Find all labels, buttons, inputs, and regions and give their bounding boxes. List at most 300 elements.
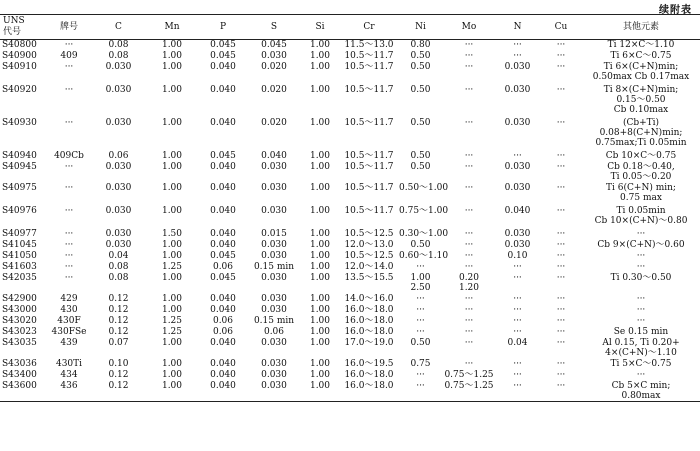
cell-uns: S40920: [2, 84, 37, 95]
cell-si: 1.00: [309, 182, 331, 193]
table-row: [0, 316, 700, 327]
cell-ni: ···: [416, 304, 425, 315]
cell-cu: ···: [556, 304, 566, 315]
cell-p: 0.040: [210, 182, 236, 193]
cell-si: 1.00: [309, 239, 331, 250]
cell-cu: ···: [556, 84, 566, 95]
cell-c: 0.030: [105, 84, 132, 95]
header-row: [0, 15, 700, 40]
cell-uns: S43036: [2, 358, 37, 369]
table-row: [0, 359, 700, 370]
cell-n: 0.10: [507, 250, 528, 261]
cell-si: 1.00: [309, 50, 331, 61]
cell-mn: 1.00: [146, 381, 198, 402]
cell-cr: 16.0～19.5: [344, 358, 394, 369]
cell-p: 0.045: [210, 250, 236, 261]
cell-ni: 0.50: [410, 239, 431, 250]
cell-uns: S40976: [2, 205, 37, 216]
cell-ni: ···: [416, 326, 425, 337]
cell-uns: S40975: [2, 182, 37, 193]
cell-mo: ···: [464, 150, 474, 161]
cell-mn: 1.00: [161, 50, 183, 61]
cell-n: 0.030: [504, 182, 531, 193]
cell-cu: ···: [556, 161, 566, 172]
cell-grade: ···: [64, 272, 74, 283]
cell-s: 0.040: [261, 150, 287, 161]
cell-n: 0.030: [504, 117, 531, 128]
cell-grade: ···: [64, 205, 74, 216]
cell-c: 0.08: [108, 272, 129, 283]
cell-c: 0.12: [108, 304, 129, 315]
cell-si: 1.00: [309, 117, 331, 128]
cell-s: 0.030: [248, 381, 300, 402]
cell-ni: ···: [416, 315, 425, 326]
table-row: [0, 338, 700, 359]
cell-si: 1.00: [309, 315, 331, 326]
cell-n: ···: [513, 261, 522, 272]
table-row: [0, 40, 700, 51]
cell-si: 1.00: [309, 250, 331, 261]
cell-cr: 10.5～12.5: [344, 228, 394, 239]
cell-uns: S41050: [2, 250, 37, 261]
cell-c: 0.12: [108, 369, 129, 380]
cell-mn: 1.00: [161, 84, 183, 95]
cell-grade: 430F: [57, 315, 81, 326]
cell-cr: 10.5～11.7: [344, 84, 394, 95]
cell-s: 0.030: [261, 239, 287, 250]
cell-si: 1.00: [309, 358, 331, 369]
cell-s: 0.15 min: [253, 261, 295, 272]
cell-mn: 1.00: [161, 337, 183, 348]
cell-s: 0.030: [261, 272, 287, 283]
cell-n: ···: [513, 358, 522, 369]
cell-mo: ···: [464, 50, 474, 61]
table-row: [0, 381, 700, 402]
cell-p: 0.045: [210, 272, 236, 283]
cell-si: 1.00: [309, 304, 331, 315]
header-other: 其他元素: [582, 15, 700, 40]
cell-si: 1.00: [309, 161, 331, 172]
cell-other: Se 0.15 min: [613, 326, 669, 337]
cell-cr: 12.0～13.0: [344, 239, 394, 250]
cell-s: 0.020: [261, 61, 287, 72]
cell-uns: S40945: [2, 161, 37, 172]
cell-ni: ···: [416, 293, 425, 304]
cell-n: 0.030: [504, 161, 531, 172]
cell-mn: 1.00: [161, 117, 183, 128]
cell-si: 1.00: [309, 228, 331, 239]
header-grade: 牌号: [47, 15, 91, 40]
cell-mo: ···: [464, 326, 474, 337]
cell-mo: ···: [464, 117, 474, 128]
cell-mo: ···: [464, 250, 474, 261]
header-mo: Mo: [443, 15, 495, 40]
cell-mn: 1.00: [161, 161, 183, 172]
table-row: [0, 327, 700, 338]
cell-other: ···: [636, 261, 646, 272]
cell-c: 0.030: [105, 61, 132, 72]
cell-s: 0.045: [261, 40, 287, 50]
cell-n: 0.04: [507, 337, 528, 348]
cell-c: 0.12: [108, 293, 129, 304]
cell-mn: 1.25: [161, 261, 183, 272]
cell-n: ···: [513, 369, 522, 380]
cell-p: 0.040: [210, 239, 236, 250]
cell-p: 0.040: [210, 61, 236, 72]
cell-mn: 1.00: [161, 272, 183, 283]
table-row: [0, 262, 700, 273]
cell-mo: ···: [464, 337, 474, 348]
cell-s: 0.015: [261, 228, 287, 239]
cell-si: 1.00: [309, 369, 331, 380]
cell-p: 0.045: [210, 50, 236, 61]
cell-n: ···: [513, 315, 522, 326]
cell-n: ···: [513, 40, 522, 50]
cell-si: 1.00: [309, 293, 331, 304]
cell-mo: ···: [464, 205, 474, 216]
cell-ni: 0.50: [410, 117, 431, 128]
cell-grade: 409Cb: [54, 150, 84, 161]
cell-ni: 0.50～1.00: [399, 182, 449, 193]
cell-uns: S43600: [0, 381, 47, 402]
cell-uns: S43020: [2, 315, 37, 326]
cell-s: 0.030: [261, 182, 287, 193]
cell-si: 1.00: [309, 337, 331, 348]
cell-other: Ti 6×C～0.75: [610, 50, 672, 61]
cell-c: 0.030: [105, 182, 132, 193]
cell-grade: ···: [64, 61, 74, 72]
cell-c: 0.12: [91, 381, 146, 402]
composition-table: [0, 14, 700, 402]
cell-uns: S40800: [2, 40, 37, 50]
cell-mo: ···: [464, 61, 474, 72]
cell-cu: ···: [556, 250, 566, 261]
cell-n: ···: [495, 381, 540, 402]
cell-grade: ···: [64, 182, 74, 193]
cell-s: 0.030: [261, 293, 287, 304]
cell-ni: 0.50: [410, 150, 431, 161]
cell-grade: 436: [47, 381, 91, 402]
cell-c: 0.030: [105, 117, 132, 128]
cell-grade: 430: [60, 304, 78, 315]
cell-cu: ···: [556, 239, 566, 250]
cell-cr: 17.0～19.0: [344, 337, 394, 348]
cell-p: 0.040: [210, 358, 236, 369]
cell-ni: 0.30～1.00: [399, 228, 449, 239]
cell-si: 1.00: [309, 84, 331, 95]
cell-c: 0.12: [108, 315, 129, 326]
table-row: [0, 183, 700, 206]
cell-cu: ···: [556, 205, 566, 216]
cell-other: Ti 5×C～0.75: [610, 358, 672, 369]
cell-mo: ···: [464, 161, 474, 172]
cell-mn: 1.00: [161, 358, 183, 369]
cell-mo: 0.75～1.25: [443, 381, 495, 402]
cell-si: 1.00: [309, 205, 331, 216]
header-uns: UNS 代号: [0, 15, 47, 40]
cell-other: Ti 8×(C+N)min; 0.15～0.50 Cb 0.10max: [603, 84, 679, 115]
cell-uns: S40900: [2, 50, 37, 61]
cell-c: 0.08: [108, 40, 129, 50]
cell-p: 0.040: [210, 228, 236, 239]
cell-other: (Cb+Ti) 0.08+8(C+N)min; 0.75max;Ti 0.05min: [595, 117, 687, 148]
cell-grade: 429: [60, 293, 78, 304]
cell-uns: S43000: [2, 304, 37, 315]
cell-mn: 1.00: [161, 304, 183, 315]
cell-c: 0.07: [108, 337, 129, 348]
cell-grade: 434: [60, 369, 78, 380]
cell-si: 1.00: [309, 261, 331, 272]
cell-ni: 0.50: [410, 50, 431, 61]
cell-cr: 10.5～11.7: [344, 50, 394, 61]
cell-c: 0.04: [108, 250, 129, 261]
cell-cu: ···: [556, 182, 566, 193]
cell-n: 0.030: [504, 61, 531, 72]
cell-s: 0.030: [261, 50, 287, 61]
cell-mn: 1.00: [161, 182, 183, 193]
table-caption: 续附表: [659, 5, 692, 16]
cell-grade: ···: [64, 161, 74, 172]
cell-s: 0.030: [261, 205, 287, 216]
cell-other: ···: [636, 304, 646, 315]
cell-mn: 1.00: [161, 293, 183, 304]
cell-uns: S43400: [2, 369, 37, 380]
cell-ni: 1.00 2.50: [410, 272, 431, 293]
cell-p: 0.040: [210, 304, 236, 315]
cell-n: ···: [513, 293, 522, 304]
cell-cu: ···: [556, 61, 566, 72]
cell-cr: 14.0～16.0: [344, 293, 394, 304]
cell-si: 1.00: [309, 61, 331, 72]
header-p: P: [198, 15, 248, 40]
cell-p: 0.045: [210, 40, 236, 50]
cell-grade: ···: [64, 40, 74, 50]
cell-p: 0.040: [210, 337, 236, 348]
cell-other: ···: [636, 228, 646, 239]
cell-cr: 13.5～15.5: [344, 272, 394, 283]
table-row: [0, 370, 700, 381]
cell-ni: 0.50: [410, 161, 431, 172]
cell-other: Cb 10×C～0.75: [605, 150, 677, 161]
cell-cr: 10.5～11.7: [344, 182, 394, 193]
cell-p: 0.040: [210, 161, 236, 172]
table-row: [0, 273, 700, 294]
cell-cu: ···: [556, 261, 566, 272]
cell-s: 0.15 min: [253, 315, 295, 326]
cell-n: 0.030: [504, 84, 531, 95]
cell-p: 0.040: [210, 117, 236, 128]
cell-cr: 16.0～18.0: [344, 326, 394, 337]
table-row: [0, 62, 700, 85]
cell-c: 0.06: [108, 150, 129, 161]
cell-ni: 0.75～1.00: [399, 205, 449, 216]
cell-s: 0.030: [261, 337, 287, 348]
cell-mo: ···: [464, 40, 474, 50]
cell-mn: 1.00: [161, 250, 183, 261]
cell-ni: 0.50: [410, 337, 431, 348]
cell-uns: S40930: [2, 117, 37, 128]
cell-n: ···: [513, 326, 522, 337]
cell-cr: 10.5～11.7: [344, 161, 394, 172]
cell-grade: ···: [64, 117, 74, 128]
table-row: [0, 162, 700, 183]
cell-n: ···: [513, 272, 522, 283]
cell-mo: ···: [464, 84, 474, 95]
cell-mo: ···: [464, 358, 474, 369]
cell-s: 0.020: [261, 84, 287, 95]
cell-grade: 409: [60, 50, 78, 61]
cell-other: ···: [636, 250, 646, 261]
cell-other: ···: [636, 369, 646, 380]
cell-p: 0.06: [212, 261, 234, 272]
cell-grade: 439: [60, 337, 78, 348]
cell-cr: 10.5～11.7: [344, 61, 394, 72]
cell-p: 0.040: [198, 381, 248, 402]
cell-mn: 1.00: [161, 369, 183, 380]
header-n: N: [495, 15, 540, 40]
cell-ni: ···: [416, 261, 425, 272]
cell-n: ···: [513, 304, 522, 315]
cell-cu: ···: [556, 358, 566, 369]
cell-cu: ···: [556, 337, 566, 348]
cell-s: 0.030: [261, 358, 287, 369]
cell-p: 0.040: [210, 205, 236, 216]
cell-other: ···: [636, 315, 646, 326]
cell-cu: ···: [556, 40, 566, 50]
cell-cr: 10.5～11.7: [344, 117, 394, 128]
header-c: C: [91, 15, 146, 40]
cell-mo: 0.75～1.25: [444, 369, 494, 380]
cell-c: 0.030: [105, 228, 132, 239]
cell-cu: ···: [556, 50, 566, 61]
cell-cu: ···: [556, 326, 566, 337]
cell-mn: 1.50: [161, 228, 183, 239]
cell-s: 0.06: [263, 326, 285, 337]
cell-si: 1.00: [309, 40, 331, 50]
cell-si: 1.00: [309, 150, 331, 161]
cell-c: 0.10: [108, 358, 129, 369]
cell-ni: ···: [398, 381, 443, 402]
cell-c: 0.08: [108, 261, 129, 272]
cell-si: 1.00: [309, 326, 331, 337]
cell-other: Cb 5×C min; 0.80max: [582, 381, 700, 402]
cell-n: ···: [513, 150, 522, 161]
cell-mo: ···: [464, 304, 474, 315]
cell-cu: ···: [556, 369, 566, 380]
cell-s: 0.030: [261, 369, 287, 380]
table-row: [0, 151, 700, 162]
cell-mn: 1.25: [161, 315, 183, 326]
cell-other: Ti 0.30～0.50: [610, 272, 672, 283]
cell-ni: 0.50: [410, 84, 431, 95]
table-row: [0, 240, 700, 251]
cell-grade: ···: [64, 239, 74, 250]
cell-n: 0.040: [504, 205, 531, 216]
cell-mn: 1.00: [161, 239, 183, 250]
cell-mn: 1.25: [161, 326, 183, 337]
cell-other: Ti 12×C～1.10: [607, 40, 675, 50]
cell-n: 0.030: [504, 239, 531, 250]
cell-ni: 0.50: [410, 61, 431, 72]
cell-other: Ti 6×(C+N)min; 0.50max Cb 0.17max: [592, 61, 690, 82]
header-ni: Ni: [398, 15, 443, 40]
cell-uns: S40977: [2, 228, 37, 239]
cell-grade: ···: [64, 84, 74, 95]
cell-mo: ···: [464, 239, 474, 250]
cell-si: 1.00: [300, 381, 340, 402]
cell-cr: 11.5～13.0: [344, 40, 394, 50]
cell-c: 0.12: [108, 326, 129, 337]
cell-grade: 430Ti: [55, 358, 83, 369]
cell-grade: ···: [64, 228, 74, 239]
cell-p: 0.040: [210, 84, 236, 95]
cell-s: 0.030: [261, 250, 287, 261]
table-row: [0, 229, 700, 240]
cell-cu: ···: [556, 315, 566, 326]
cell-cr: 16.0～18.0: [344, 369, 394, 380]
cell-mo: ···: [464, 182, 474, 193]
cell-ni: 0.60～1.10: [399, 250, 449, 261]
cell-uns: S42035: [2, 272, 37, 283]
cell-cr: 10.5～12.5: [344, 250, 394, 261]
cell-other: Ti 0.05min Cb 10×(C+N)～0.80: [594, 205, 688, 226]
cell-other: ···: [636, 293, 646, 304]
cell-mo: ···: [464, 315, 474, 326]
header-cu: Cu: [540, 15, 582, 40]
cell-grade: ···: [64, 250, 74, 261]
table-row: [0, 206, 700, 229]
table-row: [0, 85, 700, 118]
cell-ni: ···: [416, 369, 425, 380]
cell-uns: S42900: [2, 293, 37, 304]
cell-cr: 16.0～18.0: [344, 304, 394, 315]
cell-cu: ···: [556, 293, 566, 304]
header-si: Si: [300, 15, 340, 40]
cell-cr: 10.5～11.7: [344, 150, 394, 161]
cell-mn: 1.00: [161, 40, 183, 50]
table-row: [0, 118, 700, 151]
cell-n: ···: [513, 50, 522, 61]
cell-n: 0.030: [504, 228, 531, 239]
table-row: [0, 305, 700, 316]
cell-si: 1.00: [309, 272, 331, 283]
cell-mo: ···: [464, 261, 474, 272]
cell-s: 0.030: [261, 161, 287, 172]
cell-ni: 0.80: [410, 40, 431, 50]
header-mn: Mn: [146, 15, 198, 40]
table-row: [0, 294, 700, 305]
cell-cu: ···: [556, 272, 566, 283]
cell-c: 0.08: [108, 50, 129, 61]
cell-uns: S43023: [2, 326, 37, 337]
header-s: S: [248, 15, 300, 40]
cell-c: 0.030: [105, 239, 132, 250]
cell-cu: ···: [556, 150, 566, 161]
cell-uns: S41045: [2, 239, 37, 250]
cell-grade: ···: [64, 261, 74, 272]
cell-cr: 16.0～18.0: [340, 381, 398, 402]
cell-mn: 1.00: [161, 205, 183, 216]
cell-p: 0.040: [210, 293, 236, 304]
cell-cu: ···: [556, 117, 566, 128]
cell-other: Cb 0.18～0.40, Ti 0.05～0.20: [607, 161, 675, 182]
cell-grade: 430FSe: [51, 326, 87, 337]
cell-ni: 0.75: [410, 358, 431, 369]
cell-c: 0.030: [105, 205, 132, 216]
cell-p: 0.06: [212, 315, 234, 326]
cell-uns: S40940: [2, 150, 37, 161]
cell-s: 0.030: [261, 304, 287, 315]
